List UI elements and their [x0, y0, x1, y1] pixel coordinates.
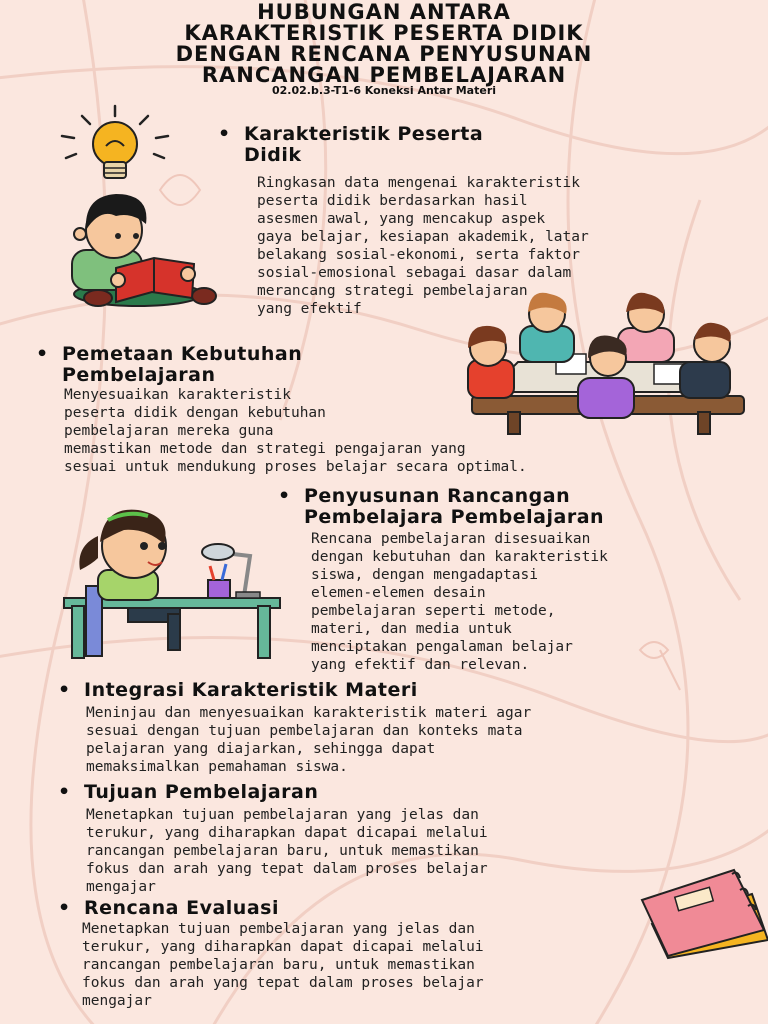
- title-line-1: HUBUNGAN ANTARA: [257, 0, 511, 24]
- section-4-heading: [58, 680, 698, 701]
- page-title: [0, 2, 768, 86]
- bullet-icon: •: [218, 123, 231, 145]
- section-1-body: Ringkasan data mengenai karakteristik peserta didik berdasarkan hasil asesmen awal, yang mencakup aspek gaya belajar, kesiapan akademik, latar belakang sosial-ekonomi, serta faktor sosial-emosional sebagai dasar dalam merancang strategi pembelajaran yang efektif: [257, 175, 589, 317]
- section-3-heading-line-1: Penyusunan Rancangan: [304, 485, 571, 507]
- section-6-heading: [58, 898, 618, 919]
- section-4-body: Meninjau dan menyesuaikan karakteristik materi agar sesuai dengan tujuan pembelajaran dan konteks mata pelajaran yang diajarkan, sehingga dapat memaksimalkan pemahaman siswa.: [86, 705, 532, 775]
- bullet-icon: •: [278, 485, 291, 507]
- section-2-body: Menyesuaikan karakteristik peserta didik dengan kebutuhan pembelajaran mereka guna memastikan metode dan strategi pengajaran yang sesuai untuk mendukung proses belajar secara optimal.: [64, 387, 527, 475]
- section-6-body: Menetapkan tujuan pembelajaran yang jelas dan terukur, yang diharapkan dapat dicapai melalui rancangan pembelajaran baru, untuk memastikan fokus dan arah yang tepat dalam proses belajar mengajar: [82, 921, 484, 1009]
- title-line-4: RANCANGAN PEMBELAJARAN: [201, 63, 567, 87]
- section-1-heading-line-2: Didik: [244, 144, 302, 166]
- section-5-heading-text: Tujuan Pembelajaran: [84, 781, 319, 803]
- bullet-icon: •: [58, 781, 71, 803]
- section-3-heading-line-2: Pembelajara Pembelajaran: [304, 506, 605, 528]
- bullet-icon: •: [58, 679, 71, 701]
- section-3-heading: [278, 486, 764, 528]
- section-6-heading-text: Rencana Evaluasi: [84, 897, 279, 919]
- girl-desk-illustration: [58, 506, 284, 662]
- title-line-3: DENGAN RENCANA PENYUSUNAN: [175, 42, 593, 66]
- title-line-2: KARAKTERISTIK PESERTA DIDIK: [184, 21, 584, 45]
- bullet-icon: •: [36, 343, 49, 365]
- section-2-heading-line-2: Pembelajaran: [62, 364, 216, 386]
- section-1-heading-line-1: Karakteristik Peserta: [244, 123, 484, 145]
- section-4-heading-text: Integrasi Karakteristik Materi: [84, 679, 418, 701]
- section-2-heading: [36, 344, 456, 386]
- section-1-heading: [218, 124, 738, 166]
- lightbulb-icon: [52, 104, 178, 184]
- boy-reading-illustration: [58, 190, 218, 310]
- section-5-heading: [58, 782, 698, 803]
- bullet-icon: •: [58, 897, 71, 919]
- section-2-heading-line-1: Pemetaan Kebutuhan: [62, 343, 303, 365]
- activity-code: 02.02.b.3-T1-6 Koneksi Antar Materi: [271, 84, 497, 97]
- section-5-body: Menetapkan tujuan pembelajaran yang jelas dan terukur, yang diharapkan dapat dicapai melalui rancangan pembelajaran baru, untuk memastikan fokus dan arah yang tepat dalam proses belajar mengajar: [86, 807, 488, 895]
- section-3-body: Rencana pembelajaran disesuaikan dengan kebutuhan dan karakteristik siswa, dengan mengadaptasi elemen-elemen desain pembelajaran seperti metode, materi, dan media untuk menciptakan pengalaman belajar yang efektif dan relevan.: [311, 531, 608, 673]
